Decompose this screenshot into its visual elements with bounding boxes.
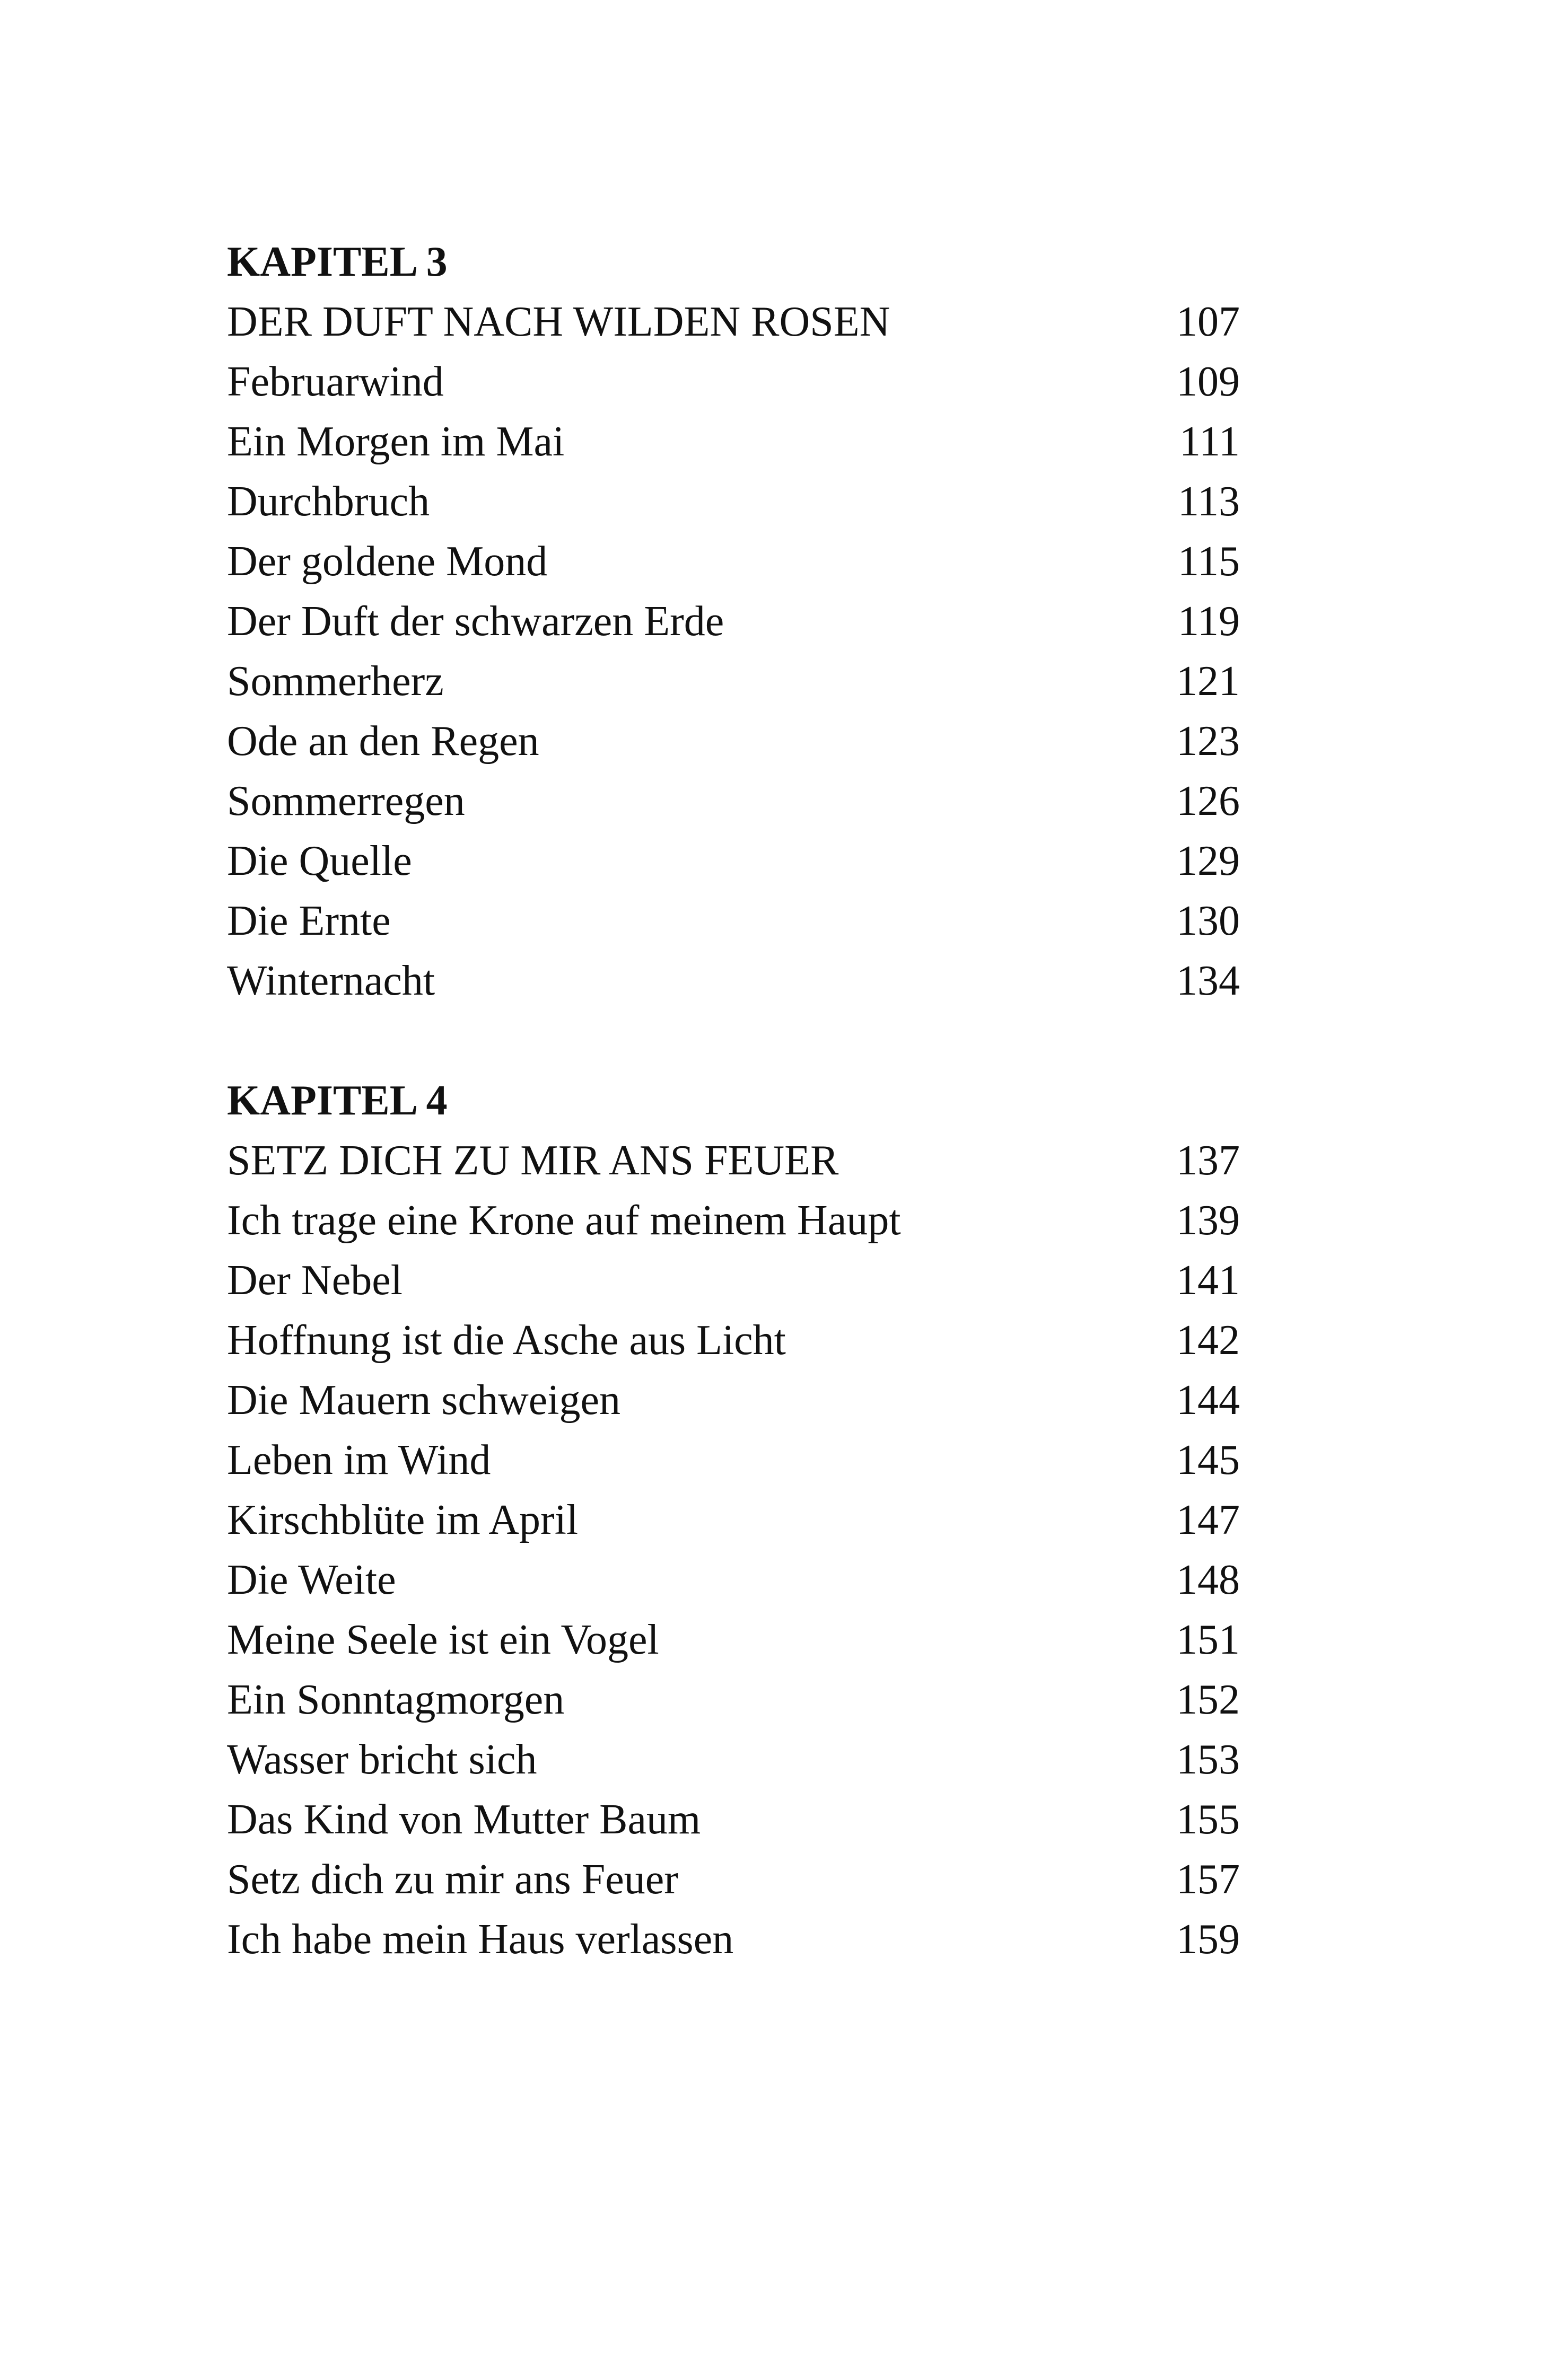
toc-entry[interactable] bbox=[227, 532, 1240, 592]
toc-entry-title: Wasser bricht sich bbox=[227, 1736, 537, 1783]
toc-entry-page-number: 134 bbox=[1176, 958, 1240, 1004]
toc-entry-title: Der goldene Mond bbox=[227, 538, 548, 585]
toc-entry-title: Die Ernte bbox=[227, 898, 391, 944]
toc-entry-page-number: 123 bbox=[1176, 718, 1240, 765]
toc-entry-page-number: 148 bbox=[1176, 1557, 1240, 1603]
toc-entry[interactable] bbox=[227, 1251, 1240, 1311]
toc-entry-page-number: 152 bbox=[1176, 1676, 1240, 1723]
toc-entry-title: Setz dich zu mir ans Feuer bbox=[227, 1856, 678, 1903]
toc-entry-title: Sommerherz bbox=[227, 658, 444, 705]
toc-entry-page-number: 139 bbox=[1176, 1197, 1240, 1244]
toc-entry-page-number: 142 bbox=[1176, 1317, 1240, 1364]
toc-list bbox=[227, 1131, 1240, 1970]
toc-entry-page-number: 107 bbox=[1176, 298, 1240, 345]
toc-entry-title: Winternacht bbox=[227, 958, 435, 1004]
toc-entry[interactable] bbox=[227, 1430, 1240, 1490]
toc-entry-title: Ein Sonntagmorgen bbox=[227, 1676, 565, 1723]
toc-entry-page-number: 113 bbox=[1177, 478, 1240, 525]
toc-entry-title: Leben im Wind bbox=[227, 1437, 491, 1483]
toc-entry-title: Februarwind bbox=[227, 358, 444, 405]
toc-entry-page-number: 159 bbox=[1176, 1916, 1240, 1963]
toc-entry-title: SETZ DICH ZU MIR ANS FEUER bbox=[227, 1137, 839, 1184]
toc-entry[interactable] bbox=[227, 1910, 1240, 1970]
table-of-contents bbox=[227, 232, 1240, 1970]
toc-entry[interactable] bbox=[227, 1730, 1240, 1790]
toc-entry-title: Hoffnung ist die Asche aus Licht bbox=[227, 1317, 786, 1364]
toc-entry-title: Die Weite bbox=[227, 1557, 396, 1603]
toc-entry[interactable] bbox=[227, 1550, 1240, 1610]
toc-entry-title: Der Duft der schwarzen Erde bbox=[227, 598, 724, 645]
toc-entry[interactable] bbox=[227, 951, 1240, 1011]
toc-entry[interactable] bbox=[227, 831, 1240, 891]
toc-entry-page-number: 147 bbox=[1176, 1497, 1240, 1543]
toc-entry-page-number: 121 bbox=[1176, 658, 1240, 705]
toc-entry[interactable] bbox=[227, 1191, 1240, 1251]
toc-entry[interactable] bbox=[227, 771, 1240, 831]
toc-entry-title: Die Mauern schweigen bbox=[227, 1377, 620, 1424]
toc-entry-page-number: 155 bbox=[1176, 1796, 1240, 1843]
toc-entry-page-number: 111 bbox=[1179, 418, 1240, 465]
toc-entry-title: Durchbruch bbox=[227, 478, 430, 525]
toc-entry-title: Die Quelle bbox=[227, 838, 412, 884]
toc-entry-title: DER DUFT NACH WILDEN ROSEN bbox=[227, 298, 890, 345]
toc-entry-page-number: 151 bbox=[1176, 1617, 1240, 1663]
toc-entry-title: Ode an den Regen bbox=[227, 718, 539, 765]
toc-entry-page-number: 144 bbox=[1176, 1377, 1240, 1424]
toc-entry[interactable] bbox=[227, 1371, 1240, 1430]
toc-entry[interactable] bbox=[227, 1790, 1240, 1850]
toc-entry-page-number: 119 bbox=[1177, 598, 1240, 645]
toc-list bbox=[227, 292, 1240, 1011]
toc-entry[interactable] bbox=[227, 1850, 1240, 1910]
toc-entry-title: Ein Morgen im Mai bbox=[227, 418, 565, 465]
toc-entry[interactable] bbox=[227, 1670, 1240, 1730]
toc-entry-page-number: 115 bbox=[1177, 538, 1240, 585]
toc-entry-page-number: 145 bbox=[1176, 1437, 1240, 1483]
toc-entry-page-number: 137 bbox=[1176, 1137, 1240, 1184]
chapter-heading: KAPITEL 3 bbox=[227, 239, 448, 285]
toc-entry[interactable] bbox=[227, 292, 1240, 352]
toc-entry[interactable] bbox=[227, 1490, 1240, 1550]
toc-entry[interactable] bbox=[227, 712, 1240, 771]
toc-entry-page-number: 157 bbox=[1176, 1856, 1240, 1903]
toc-entry-page-number: 153 bbox=[1176, 1736, 1240, 1783]
chapter-heading: KAPITEL 4 bbox=[227, 1077, 448, 1124]
toc-entry[interactable] bbox=[227, 592, 1240, 652]
toc-entry-page-number: 141 bbox=[1176, 1257, 1240, 1304]
toc-entry-page-number: 130 bbox=[1176, 898, 1240, 944]
toc-entry[interactable] bbox=[227, 472, 1240, 532]
toc-entry-title: Kirschblüte im April bbox=[227, 1497, 579, 1543]
toc-entry[interactable] bbox=[227, 891, 1240, 951]
chapter-3-section bbox=[227, 232, 1240, 1011]
toc-entry[interactable] bbox=[227, 412, 1240, 472]
toc-entry[interactable] bbox=[227, 1311, 1240, 1371]
toc-entry-page-number: 129 bbox=[1176, 838, 1240, 884]
toc-entry-title: Sommerregen bbox=[227, 778, 465, 824]
toc-entry[interactable] bbox=[227, 1610, 1240, 1670]
toc-entry[interactable] bbox=[227, 352, 1240, 412]
toc-entry-title: Der Nebel bbox=[227, 1257, 403, 1304]
toc-entry-title: Ich habe mein Haus verlassen bbox=[227, 1916, 734, 1963]
toc-entry-title: Ich trage eine Krone auf meinem Haupt bbox=[227, 1197, 901, 1244]
toc-entry-title: Meine Seele ist ein Vogel bbox=[227, 1617, 659, 1663]
toc-entry-title: Das Kind von Mutter Baum bbox=[227, 1796, 701, 1843]
toc-entry-page-number: 109 bbox=[1176, 358, 1240, 405]
toc-entry[interactable] bbox=[227, 1131, 1240, 1191]
toc-entry-page-number: 126 bbox=[1176, 778, 1240, 824]
chapter-4-section bbox=[227, 1071, 1240, 1970]
toc-entry[interactable] bbox=[227, 652, 1240, 712]
